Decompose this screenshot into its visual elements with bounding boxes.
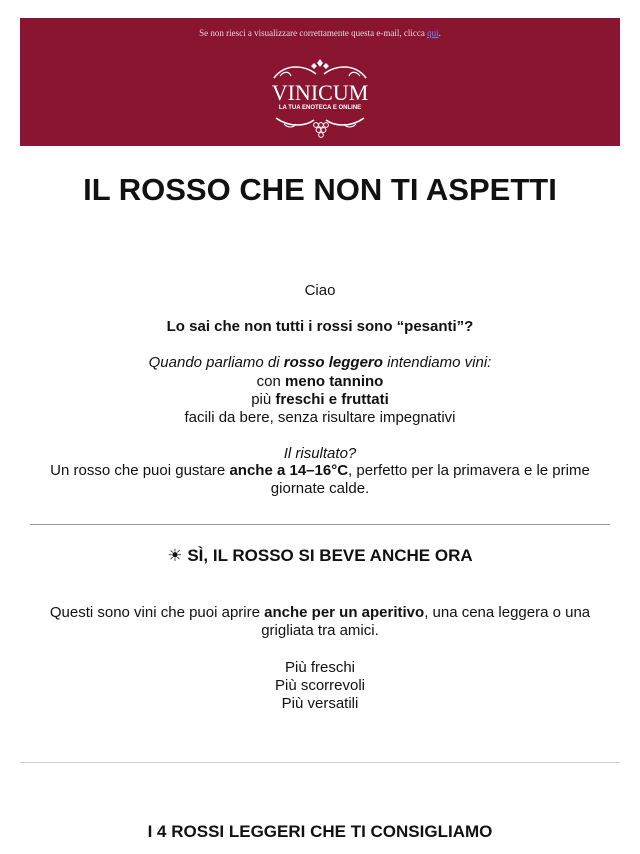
result-label: Il risultato? (283, 445, 357, 462)
hero-title-text: IL ROSSO CHE NON TI ASPETTI (83, 172, 557, 207)
preheader-end: . (438, 28, 441, 38)
header-banner (20, 18, 620, 146)
intro-question: Lo sai che non tutti i rossi sono “pesanti”? (166, 318, 474, 335)
svg-text:LA TUA ENOTECA E ONLINE: LA TUA ENOTECA E ONLINE (278, 105, 362, 111)
preheader-text: Se non riesci a visualizzare correttamente questa e-mail, clicca (199, 28, 425, 38)
definition-line (30, 354, 610, 372)
definition-pre: Quando parliamo di (148, 354, 284, 371)
definition-post: intendiamo vini: (382, 354, 492, 371)
preheader (20, 28, 620, 38)
list-item: Più versatili (281, 695, 359, 712)
view-online-link[interactable]: qui (427, 28, 439, 38)
divider (20, 762, 620, 763)
hero-title (0, 172, 640, 208)
section-title: I 4 ROSSI LEGGERI CHE TI CONSIGLIAMO (147, 822, 493, 841)
list-item: più freschi e fruttati (251, 391, 389, 408)
greeting: Ciao (304, 282, 336, 299)
vinicum-logo[interactable] (266, 56, 374, 140)
list-item: facili da bere, senza risultare impegnativi (184, 409, 456, 426)
list-item: Più scorrevoli (274, 677, 366, 694)
sun-icon: ☀ (167, 546, 183, 566)
result-text: Un rosso che puoi gustare anche a 14–16°C, perfetto per la primavera e le prime giornate calde. (50, 462, 590, 497)
list-item: Più freschi (284, 659, 356, 676)
section-body: Questi sono vini che puoi aprire anche per un aperitivo, una cena leggera o una grigliata tra amici. (49, 604, 591, 639)
svg-text:VINICUM: VINICUM (271, 80, 369, 105)
definition-bold: rosso leggero (283, 354, 383, 371)
divider (30, 524, 610, 525)
list-item: con meno tannino (256, 373, 384, 390)
section-title: ☀ SÌ, IL ROSSO SI BEVE ANCHE ORA (167, 546, 473, 566)
